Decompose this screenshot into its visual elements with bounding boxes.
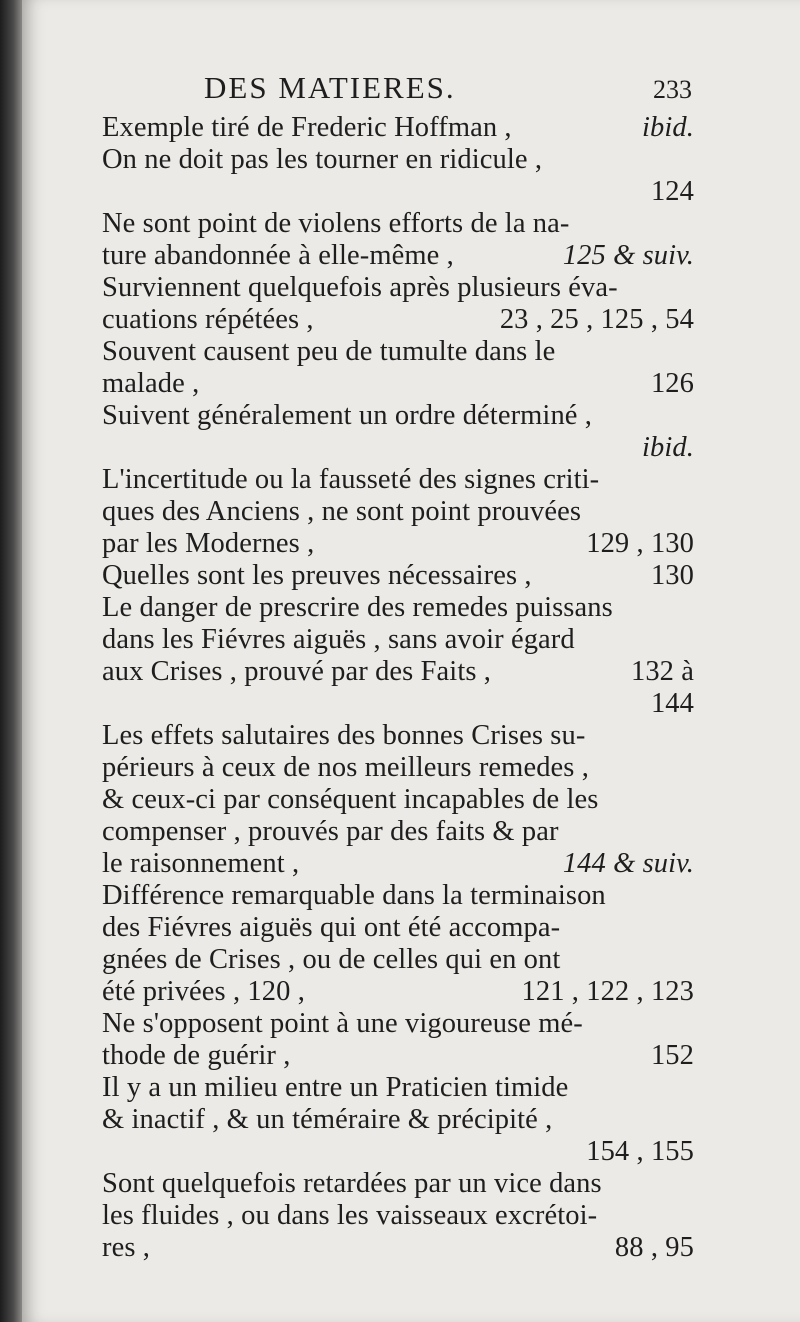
page-reference: 23 , 25 , 125 , 54 — [499, 304, 694, 335]
index-entry — [102, 880, 694, 1008]
page-reference: 125 & suiv. — [562, 240, 694, 271]
index-entry — [102, 720, 694, 880]
entry-line: ture abandonnée à elle-même , — [102, 240, 454, 271]
entry-line-with-reference — [102, 560, 694, 592]
entry-line: Surviennent quelquefois après plusieurs éva- — [102, 272, 618, 303]
index-entry — [102, 464, 694, 560]
entry-line: res , — [102, 1232, 150, 1263]
index-entry — [102, 112, 694, 144]
entry-line: dans les Fiévres aiguës , sans avoir égard — [102, 624, 575, 655]
entry-line: L'incertitude ou la fausseté des signes criti- — [102, 464, 600, 495]
book-spine-shadow — [0, 0, 22, 1322]
entry-line: compenser , prouvés par des faits & par — [102, 816, 559, 847]
entry-line-with-reference — [102, 1040, 694, 1072]
entry-line: Ne sont point de violens efforts de la na- — [102, 208, 570, 239]
entry-line: & inactif , & un téméraire & précipité , — [102, 1104, 553, 1135]
entry-line-with-reference — [102, 848, 694, 880]
entry-line: par les Modernes , — [102, 528, 315, 559]
page-reference: 126 — [650, 368, 694, 399]
entry-line: les fluides , ou dans les vaisseaux excrétoi- — [102, 1200, 598, 1231]
entry-line-with-reference — [102, 368, 694, 400]
entry-line: Quelles sont les preuves nécessaires , — [102, 560, 532, 591]
page-reference: 88 , 95 — [614, 1232, 694, 1263]
running-header — [102, 66, 694, 112]
entry-line: Il y a un milieu entre un Praticien timide — [102, 1072, 569, 1103]
index-entry — [102, 144, 694, 208]
index-entry — [102, 1168, 694, 1264]
entry-line: Exemple tiré de Frederic Hoffman , — [102, 112, 512, 143]
entry-line: thode de guérir , — [102, 1040, 291, 1071]
page-reference: 152 — [650, 1040, 694, 1071]
page-reference: 121 , 122 , 123 — [521, 976, 694, 1007]
entry-line: Souvent causent peu de tumulte dans le — [102, 336, 556, 367]
entry-line: cuations répétées , — [102, 304, 314, 335]
page-number: 233 — [653, 75, 692, 104]
entry-line-with-reference — [102, 976, 694, 1008]
page-reference: 130 — [650, 560, 694, 591]
index-entry — [102, 208, 694, 272]
page-reference: ibid. — [642, 432, 694, 463]
entry-line: & ceux-ci par conséquent incapables de les — [102, 784, 599, 815]
page-reference: 124 — [650, 176, 694, 207]
entry-line-with-reference — [102, 304, 694, 336]
entry-line: ques des Anciens , ne sont point prouvées — [102, 496, 582, 527]
entry-line-with-reference — [102, 1232, 694, 1264]
entry-line: le raisonnement , — [102, 848, 300, 879]
index-entry — [102, 1008, 694, 1072]
index-entry — [102, 1072, 694, 1168]
entry-line: malade , — [102, 368, 200, 399]
entry-line: gnées de Crises , ou de celles qui en ont — [102, 944, 561, 975]
page-reference: 154 , 155 — [586, 1136, 694, 1167]
index-entries — [102, 112, 694, 1264]
running-title: DES MATIERES. — [204, 70, 456, 105]
entry-line-with-reference — [102, 112, 694, 144]
page-reference: 132 à — [630, 656, 694, 687]
index-text-block — [102, 66, 694, 1264]
entry-line: On ne doit pas les tourner en ridicule , — [102, 144, 543, 175]
index-entry — [102, 592, 694, 720]
page-reference: 129 , 130 — [586, 528, 694, 559]
index-entry — [102, 400, 694, 464]
entry-line: aux Crises , prouvé par des Faits , — [102, 656, 491, 687]
entry-line: Ne s'opposent point à une vigoureuse mé- — [102, 1008, 583, 1039]
entry-line-with-reference — [102, 656, 694, 688]
page-reference: ibid. — [642, 112, 694, 143]
entry-line-with-reference — [102, 528, 694, 560]
entry-line: été privées , 120 , — [102, 976, 305, 1007]
entry-line: Le danger de prescrire des remedes puissans — [102, 592, 613, 623]
entry-line-with-reference — [102, 240, 694, 272]
index-entry — [102, 560, 694, 592]
index-entry — [102, 336, 694, 400]
index-entry — [102, 272, 694, 336]
page-reference: 144 & suiv. — [562, 848, 694, 879]
entry-line: Sont quelquefois retardées par un vice dans — [102, 1168, 602, 1199]
entry-line: Les effets salutaires des bonnes Crises su- — [102, 720, 586, 751]
entry-line: Différence remarquable dans la terminaison — [102, 880, 606, 911]
page-reference: 144 — [650, 688, 694, 719]
entry-line: périeurs à ceux de nos meilleurs remedes , — [102, 752, 589, 783]
entry-line: des Fiévres aiguës qui ont été accompa- — [102, 912, 561, 943]
entry-line: Suivent généralement un ordre déterminé , — [102, 400, 593, 431]
